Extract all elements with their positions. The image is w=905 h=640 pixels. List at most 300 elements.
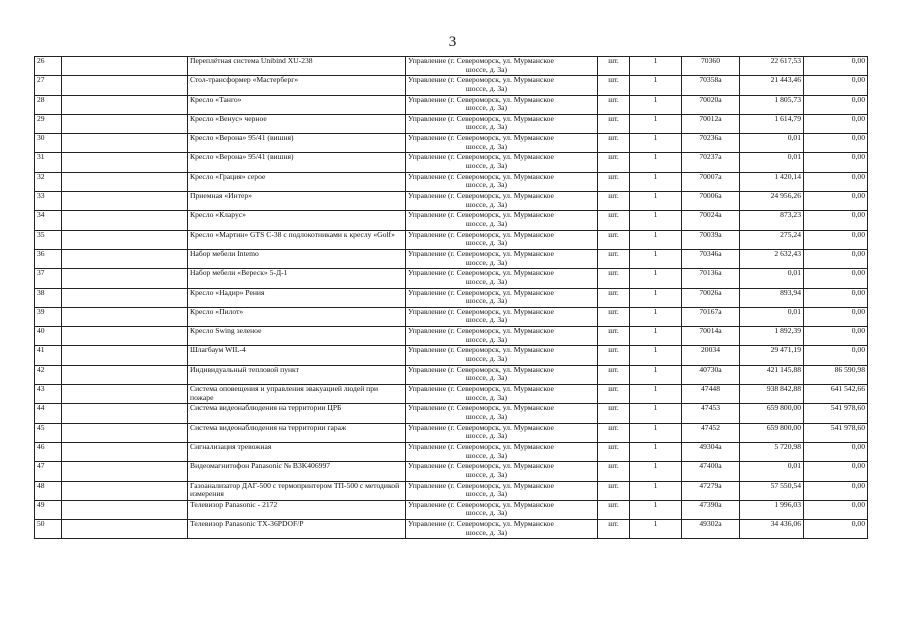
location-line-2: шоссе, д. 3а): [465, 411, 508, 421]
location-line-2: шоссе, д. 3а): [465, 83, 508, 93]
unit: шт.: [598, 327, 630, 346]
item-name: Система видеонаблюдения на территории ЦРБ: [188, 404, 406, 423]
residual-value: 0,00: [804, 249, 868, 268]
book-value: 893,94: [740, 288, 804, 307]
row-number: 26: [35, 57, 62, 76]
quantity: 1: [630, 249, 682, 268]
location-line-2: шоссе, д. 3а): [465, 469, 508, 479]
inventory-number: 47452: [682, 423, 740, 442]
item-name: Набор мебели «Вереск» 5-Д-1: [188, 269, 406, 288]
inventory-number: 47390а: [682, 500, 740, 519]
location-line-1: Управление (г. Североморск, ул. Мурманское: [408, 442, 554, 451]
location: [406, 346, 598, 365]
book-value: 421 145,88: [740, 365, 804, 384]
quantity: 1: [630, 192, 682, 211]
table-row: [35, 385, 868, 404]
row-number: 27: [35, 76, 62, 95]
item-name: Кресло «Верона» 95/41 (вишня): [188, 153, 406, 172]
unit: шт.: [598, 76, 630, 95]
book-value: 21 443,46: [740, 76, 804, 95]
table-row: [35, 192, 868, 211]
row-number: 40: [35, 327, 62, 346]
row-number: 41: [35, 346, 62, 365]
row-number: 36: [35, 249, 62, 268]
unit: шт.: [598, 249, 630, 268]
location-line-2: шоссе, д. 3а): [465, 103, 508, 113]
unit: шт.: [598, 269, 630, 288]
table-row: [35, 307, 868, 326]
blank-cell: [62, 76, 188, 95]
quantity: 1: [630, 365, 682, 384]
book-value: 1 996,03: [740, 500, 804, 519]
table-row: [35, 153, 868, 172]
location: [406, 230, 598, 249]
location-line-1: Управление (г. Североморск, ул. Мурманское: [408, 519, 554, 529]
blank-cell: [62, 269, 188, 288]
unit: шт.: [598, 211, 630, 230]
book-value: 1 420,14: [740, 172, 804, 191]
blank-cell: [62, 327, 188, 346]
blank-cell: [62, 57, 188, 76]
location: [406, 365, 598, 384]
location-line-2: шоссе, д. 3а): [465, 257, 508, 267]
residual-value: 0,00: [804, 76, 868, 95]
residual-value: 0,00: [804, 520, 868, 539]
unit: шт.: [598, 172, 630, 191]
row-number: 43: [35, 385, 62, 404]
book-value: 0,01: [740, 153, 804, 172]
inventory-table: [34, 56, 868, 539]
location: [406, 520, 598, 539]
blank-cell: [62, 365, 188, 384]
book-value: 2 632,43: [740, 249, 804, 268]
location-line-1: Управление (г. Североморск, ул. Мурманское: [408, 268, 554, 278]
item-name: Шлагбаум WIL-4: [188, 346, 406, 365]
location-line-1: Управление (г. Североморск, ул. Мурманское: [408, 403, 554, 413]
row-number: 39: [35, 307, 62, 326]
residual-value: 0,00: [804, 269, 868, 288]
inventory-number: 49304а: [682, 442, 740, 461]
unit: шт.: [598, 346, 630, 365]
book-value: 938 842,88: [740, 385, 804, 404]
unit: шт.: [598, 57, 630, 76]
location: [406, 404, 598, 423]
location-line-2: шоссе, д. 3а): [465, 431, 508, 441]
book-value: 1 614,79: [740, 114, 804, 133]
table-row: [35, 442, 868, 461]
item-name: Система оповещения и управления эвакуацией людей при пожаре: [188, 385, 406, 404]
location-line-1: Управление (г. Североморск, ул. Мурманское: [408, 230, 554, 239]
row-number: 35: [35, 230, 62, 249]
row-number: 28: [35, 95, 62, 114]
location-line-2: шоссе, д. 3а): [465, 334, 508, 344]
table-row: [35, 57, 868, 76]
residual-value: 541 978,60: [804, 423, 868, 442]
location: [406, 288, 598, 307]
residual-value: 0,00: [804, 307, 868, 326]
table-row: [35, 76, 868, 95]
residual-value: 0,00: [804, 346, 868, 365]
inventory-number: 70236а: [682, 134, 740, 153]
location: [406, 211, 598, 230]
quantity: 1: [630, 230, 682, 249]
book-value: 24 956,26: [740, 192, 804, 211]
location-line-2: шоссе, д. 3а): [465, 218, 508, 228]
unit: шт.: [598, 385, 630, 404]
location-line-1: Управление (г. Североморск, ул. Мурманское: [408, 191, 554, 201]
location-line-1: Управление (г. Североморск, ул. Мурманское: [408, 461, 554, 471]
inventory-number: 70358а: [682, 76, 740, 95]
location-line-2: шоссе, д. 3а): [465, 199, 508, 209]
location: [406, 134, 598, 153]
location-line-2: шоссе, д. 3а): [465, 354, 508, 364]
blank-cell: [62, 192, 188, 211]
item-name: Кресло «Пилот»: [188, 307, 406, 326]
residual-value: 0,00: [804, 211, 868, 230]
unit: шт.: [598, 95, 630, 114]
quantity: 1: [630, 346, 682, 365]
item-name: Кресло «Кларус»: [188, 211, 406, 230]
inventory-number: 70237а: [682, 153, 740, 172]
quantity: 1: [630, 153, 682, 172]
quantity: 1: [630, 462, 682, 481]
quantity: 1: [630, 172, 682, 191]
item-name: Кресло «Венус» черное: [188, 114, 406, 133]
row-number: 30: [35, 134, 62, 153]
inventory-number: 70136а: [682, 269, 740, 288]
quantity: 1: [630, 385, 682, 404]
book-value: 5 720,98: [740, 442, 804, 461]
inventory-number: 70360: [682, 57, 740, 76]
residual-value: 0,00: [804, 57, 868, 76]
residual-value: 0,00: [804, 442, 868, 461]
inventory-number: 70026а: [682, 288, 740, 307]
unit: шт.: [598, 462, 630, 481]
item-name: Индивидуальный тепловой пункт: [188, 365, 406, 384]
residual-value: 0,00: [804, 500, 868, 519]
blank-cell: [62, 153, 188, 172]
location-line-1: Управление (г. Североморск, ул. Мурманское: [408, 365, 554, 374]
location-line-1: Управление (г. Североморск, ул. Мурманское: [408, 384, 554, 394]
book-value: 0,01: [740, 462, 804, 481]
quantity: 1: [630, 95, 682, 114]
item-name: Сигнализация тревожная: [188, 442, 406, 461]
location-line-1: Управление (г. Североморск, ул. Мурманское: [408, 423, 554, 432]
quantity: 1: [630, 211, 682, 230]
quantity: 1: [630, 269, 682, 288]
row-number: 33: [35, 192, 62, 211]
book-value: 1 805,73: [740, 95, 804, 114]
location-line-2: шоссе, д. 3а): [465, 161, 508, 171]
location: [406, 423, 598, 442]
row-number: 29: [35, 114, 62, 133]
location: [406, 269, 598, 288]
inventory-number: 47448: [682, 385, 740, 404]
quantity: 1: [630, 520, 682, 539]
book-value: 275,24: [740, 230, 804, 249]
book-value: 659 800,00: [740, 404, 804, 423]
item-name: Набор мебели Intemo: [188, 249, 406, 268]
book-value: 659 800,00: [740, 423, 804, 442]
unit: шт.: [598, 192, 630, 211]
location-line-1: Управление (г. Североморск, ул. Мурманское: [408, 249, 554, 258]
unit: шт.: [598, 442, 630, 461]
location-line-1: Управление (г. Североморск, ул. Мурманское: [408, 172, 554, 181]
unit: шт.: [598, 230, 630, 249]
location-line-1: Управление (г. Североморск, ул. Мурманское: [408, 152, 554, 162]
table-row: [35, 404, 868, 423]
location: [406, 192, 598, 211]
location: [406, 327, 598, 346]
residual-value: 0,00: [804, 327, 868, 346]
residual-value: 0,00: [804, 134, 868, 153]
unit: шт.: [598, 288, 630, 307]
inventory-number: 70007а: [682, 172, 740, 191]
item-name: Кресло «Танго»: [188, 95, 406, 114]
table-row: [35, 500, 868, 519]
location-line-2: шоссе, д. 3а): [465, 373, 508, 383]
residual-value: 0,00: [804, 288, 868, 307]
inventory-number: 70024а: [682, 211, 740, 230]
quantity: 1: [630, 114, 682, 133]
location-line-1: Управление (г. Североморск, ул. Мурманское: [408, 210, 554, 220]
blank-cell: [62, 404, 188, 423]
row-number: 44: [35, 404, 62, 423]
quantity: 1: [630, 134, 682, 153]
table-row: [35, 288, 868, 307]
inventory-number: 70167а: [682, 307, 740, 326]
item-name: Кресло «Надир» Рения: [188, 288, 406, 307]
location: [406, 307, 598, 326]
unit: шт.: [598, 520, 630, 539]
book-value: 0,01: [740, 134, 804, 153]
item-name: Телевизор Panasonic - 2172: [188, 500, 406, 519]
inventory-number: 47453: [682, 404, 740, 423]
residual-value: 0,00: [804, 192, 868, 211]
inventory-number: 70346а: [682, 249, 740, 268]
table-row: [35, 520, 868, 539]
residual-value: 0,00: [804, 462, 868, 481]
blank-cell: [62, 211, 188, 230]
location: [406, 481, 598, 500]
row-number: 38: [35, 288, 62, 307]
location-line-2: шоссе, д. 3а): [465, 508, 508, 518]
table-row: [35, 481, 868, 500]
blank-cell: [62, 230, 188, 249]
location-line-2: шоссе, д. 3а): [465, 64, 508, 74]
unit: шт.: [598, 134, 630, 153]
table-row: [35, 95, 868, 114]
blank-cell: [62, 462, 188, 481]
quantity: 1: [630, 481, 682, 500]
unit: шт.: [598, 365, 630, 384]
quantity: 1: [630, 500, 682, 519]
row-number: 42: [35, 365, 62, 384]
blank-cell: [62, 172, 188, 191]
table-row: [35, 365, 868, 384]
blank-cell: [62, 95, 188, 114]
item-name: Приемная «Интер»: [188, 192, 406, 211]
table-row: [35, 269, 868, 288]
table-row: [35, 327, 868, 346]
quantity: 1: [630, 442, 682, 461]
location-line-1: Управление (г. Североморск, ул. Мурманское: [408, 56, 554, 65]
location-line-1: Управление (г. Североморск, ул. Мурманское: [408, 114, 554, 123]
location-line-1: Управление (г. Североморск, ул. Мурманское: [408, 288, 554, 297]
location-line-2: шоссе, д. 3а): [465, 276, 508, 286]
quantity: 1: [630, 307, 682, 326]
table-row: [35, 462, 868, 481]
item-name: Телевизор Panasonic TX-36PDOF/P: [188, 520, 406, 539]
blank-cell: [62, 114, 188, 133]
location: [406, 76, 598, 95]
book-value: 22 617,53: [740, 57, 804, 76]
book-value: 1 892,39: [740, 327, 804, 346]
book-value: 0,01: [740, 307, 804, 326]
table-row: [35, 134, 868, 153]
row-number: 37: [35, 269, 62, 288]
blank-cell: [62, 134, 188, 153]
quantity: 1: [630, 423, 682, 442]
quantity: 1: [630, 288, 682, 307]
location-line-1: Управление (г. Североморск, ул. Мурманское: [408, 75, 554, 85]
row-number: 32: [35, 172, 62, 191]
book-value: 0,01: [740, 269, 804, 288]
inventory-number: 47279а: [682, 481, 740, 500]
inventory-number: 70012а: [682, 114, 740, 133]
location-line-1: Управление (г. Североморск, ул. Мурманское: [408, 95, 554, 104]
row-number: 50: [35, 520, 62, 539]
location-line-1: Управление (г. Североморск, ул. Мурманское: [408, 481, 554, 490]
location: [406, 462, 598, 481]
location-line-2: шоссе, д. 3а): [465, 180, 508, 190]
location: [406, 95, 598, 114]
table-row: [35, 423, 868, 442]
inventory-number: 20034: [682, 346, 740, 365]
residual-value: 0,00: [804, 230, 868, 249]
blank-cell: [62, 385, 188, 404]
unit: шт.: [598, 481, 630, 500]
row-number: 49: [35, 500, 62, 519]
location-line-1: Управление (г. Североморск, ул. Мурманское: [408, 345, 554, 355]
quantity: 1: [630, 76, 682, 95]
residual-value: 0,00: [804, 153, 868, 172]
blank-cell: [62, 288, 188, 307]
unit: шт.: [598, 423, 630, 442]
blank-cell: [62, 307, 188, 326]
residual-value: 0,00: [804, 172, 868, 191]
location-line-2: шоссе, д. 3а): [465, 122, 508, 132]
unit: шт.: [598, 404, 630, 423]
location-line-2: шоссе, д. 3а): [465, 141, 508, 151]
blank-cell: [62, 481, 188, 500]
item-name: Кресло «Мартин» GTS С-38 с подлокотниками к креслу «Golf»: [188, 230, 406, 249]
location: [406, 172, 598, 191]
blank-cell: [62, 249, 188, 268]
inventory-number: 70020а: [682, 95, 740, 114]
item-name: Переплётная система Unibind XU-238: [188, 57, 406, 76]
row-number: 34: [35, 211, 62, 230]
location-line-2: шоссе, д. 3а): [465, 392, 508, 402]
inventory-number: 70039а: [682, 230, 740, 249]
blank-cell: [62, 423, 188, 442]
location-line-1: Управление (г. Североморск, ул. Мурманское: [408, 133, 554, 143]
location: [406, 500, 598, 519]
row-number: 47: [35, 462, 62, 481]
location-line-2: шоссе, д. 3а): [465, 450, 508, 460]
location: [406, 57, 598, 76]
table-body: [35, 57, 868, 539]
location-line-2: шоссе, д. 3а): [465, 296, 508, 306]
item-name: Кресло «Верона» 95/41 (вишня): [188, 134, 406, 153]
location-line-1: Управление (г. Североморск, ул. Мурманское: [408, 307, 554, 316]
inventory-number: 70006а: [682, 192, 740, 211]
item-name: Кресло «Грация» серое: [188, 172, 406, 191]
residual-value: 0,00: [804, 114, 868, 133]
item-name: Газоанализатор ДАГ-500 с термопринтером ТП-500 с методикой измерения: [188, 481, 406, 500]
residual-value: 0,00: [804, 481, 868, 500]
blank-cell: [62, 500, 188, 519]
table-row: [35, 249, 868, 268]
table-row: [35, 211, 868, 230]
row-number: 31: [35, 153, 62, 172]
unit: шт.: [598, 114, 630, 133]
item-name: Кресло Swing зеленое: [188, 327, 406, 346]
book-value: 873,23: [740, 211, 804, 230]
location: [406, 249, 598, 268]
item-name: Стол-трансформер «Мастерберг»: [188, 76, 406, 95]
quantity: 1: [630, 327, 682, 346]
residual-value: 541 978,60: [804, 404, 868, 423]
location-line-2: шоссе, д. 3а): [465, 238, 508, 248]
row-number: 46: [35, 442, 62, 461]
location: [406, 153, 598, 172]
row-number: 48: [35, 481, 62, 500]
location-line-1: Управление (г. Североморск, ул. Мурманское: [408, 500, 554, 509]
table-row: [35, 114, 868, 133]
location-line-2: шоссе, д. 3а): [465, 489, 508, 499]
blank-cell: [62, 442, 188, 461]
table-row: [35, 230, 868, 249]
location: [406, 114, 598, 133]
inventory-number: 47400а: [682, 462, 740, 481]
unit: шт.: [598, 153, 630, 172]
location-line-1: Управление (г. Североморск, ул. Мурманское: [408, 326, 554, 336]
location-line-2: шоссе, д. 3а): [465, 315, 508, 325]
residual-value: 0,00: [804, 95, 868, 114]
quantity: 1: [630, 57, 682, 76]
item-name: Система видеонаблюдения на территории гараж: [188, 423, 406, 442]
page-number: 3: [448, 34, 457, 50]
row-number: 45: [35, 423, 62, 442]
residual-value: 86 590,98: [804, 365, 868, 384]
book-value: 29 471,19: [740, 346, 804, 365]
book-value: 57 550,54: [740, 481, 804, 500]
blank-cell: [62, 520, 188, 539]
book-value: 34 436,06: [740, 520, 804, 539]
quantity: 1: [630, 404, 682, 423]
location: [406, 442, 598, 461]
unit: шт.: [598, 500, 630, 519]
residual-value: 641 542,66: [804, 385, 868, 404]
unit: шт.: [598, 307, 630, 326]
inventory-number: 40730а: [682, 365, 740, 384]
location: [406, 385, 598, 404]
location-line-2: шоссе, д. 3а): [465, 527, 508, 537]
table-row: [35, 172, 868, 191]
inventory-number: 49302а: [682, 520, 740, 539]
inventory-number: 70014а: [682, 327, 740, 346]
